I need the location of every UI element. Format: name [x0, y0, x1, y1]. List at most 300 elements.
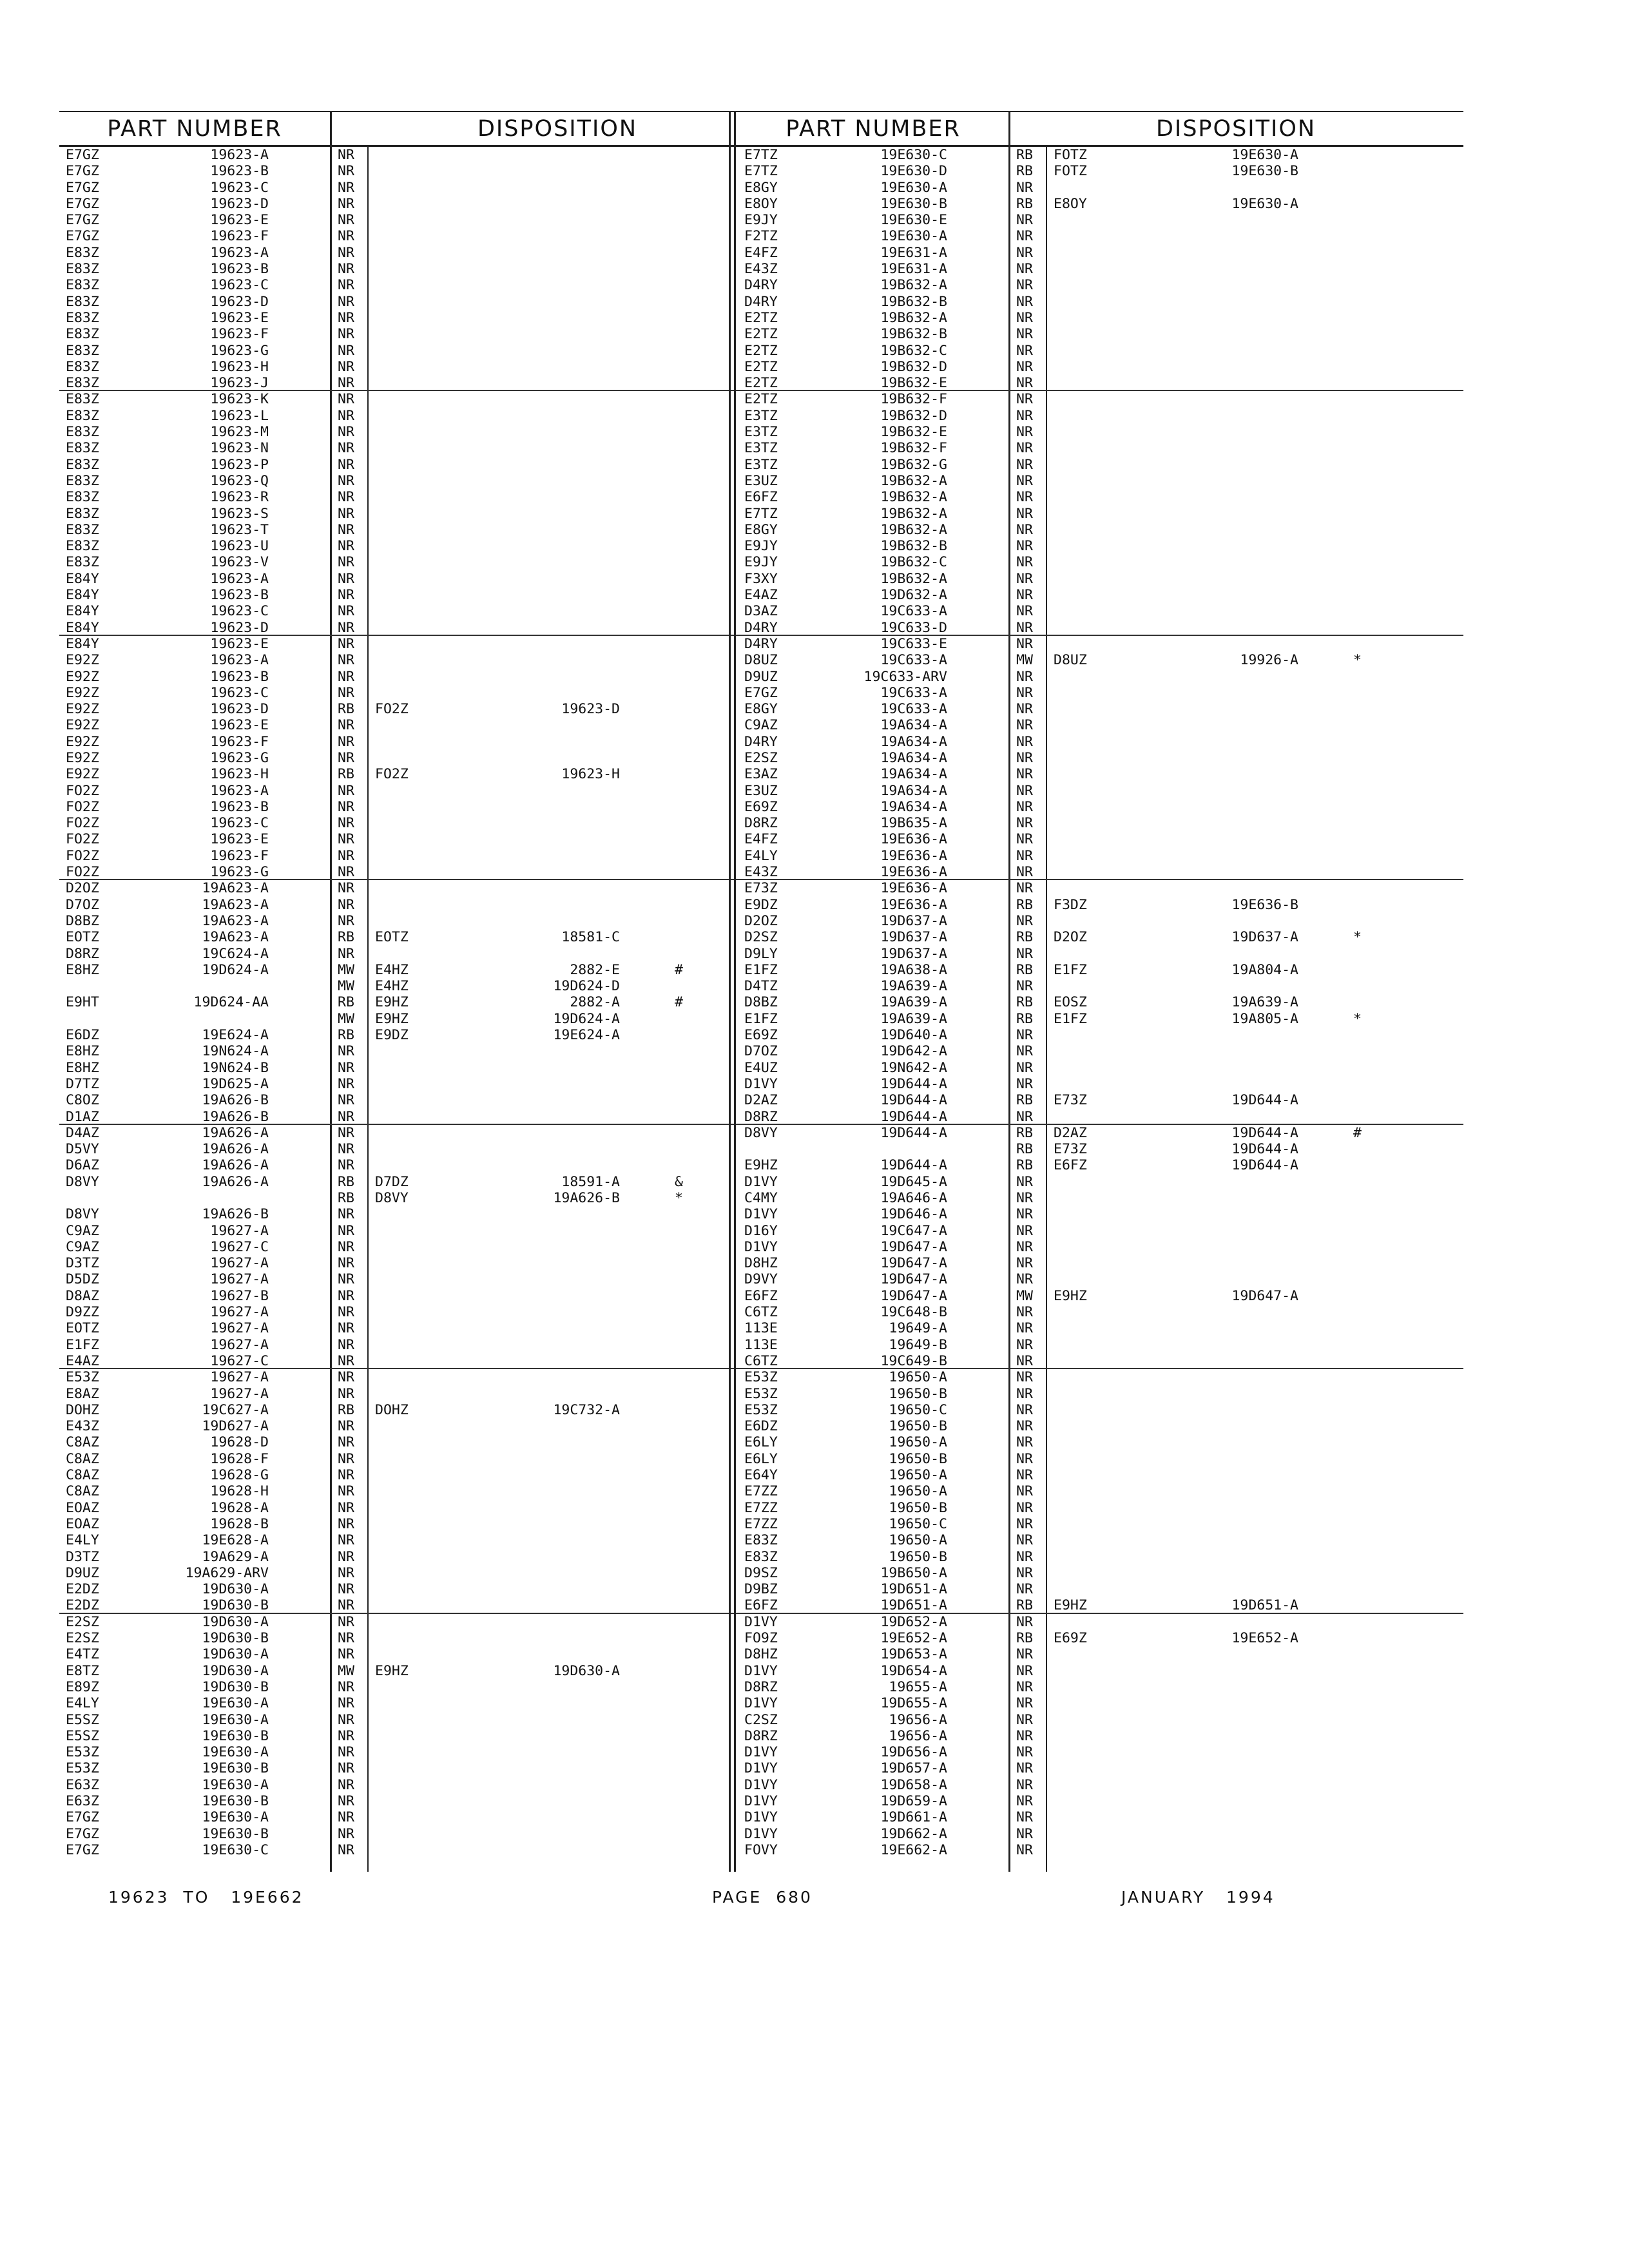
disposition-code: NR	[1016, 538, 1033, 555]
part-number: 19B632-A	[880, 277, 947, 294]
model-code: E64Y	[744, 1467, 778, 1484]
model-code: E1FZ	[744, 1010, 778, 1027]
table-row	[738, 1223, 1463, 1239]
model-code: E6DZ	[744, 1418, 778, 1435]
part-number: 19E630-B	[202, 1760, 269, 1777]
disposition-code: NR	[338, 1711, 354, 1728]
model-code: E7GZ	[66, 179, 99, 196]
table-row	[59, 1337, 785, 1353]
model-code: EOTZ	[66, 1320, 99, 1337]
table-row	[59, 294, 785, 310]
table-row	[59, 408, 785, 424]
disposition-code: NR	[1016, 668, 1033, 685]
disposition-code: NR	[338, 1238, 354, 1255]
replacement-part: 19A626-B	[553, 1190, 620, 1206]
table-row	[738, 506, 1463, 522]
model-code: E3UZ	[744, 472, 778, 489]
model-code: FO2Z	[66, 815, 99, 832]
table-row	[59, 1353, 785, 1369]
part-number: 19623-A	[210, 782, 269, 799]
model-code: E7GZ	[66, 1841, 99, 1858]
part-number: 19A638-A	[880, 961, 947, 978]
disposition-code: NR	[1016, 1173, 1033, 1190]
model-code: D9ZZ	[66, 1304, 99, 1321]
part-number: 19623-G	[210, 342, 269, 359]
disposition-code: NR	[338, 880, 354, 897]
part-number: 19623-C	[210, 603, 269, 620]
table-row	[59, 506, 785, 522]
table-row	[59, 1402, 785, 1418]
table-row	[59, 1597, 785, 1613]
part-number: 19623-E	[210, 309, 269, 326]
disposition-code: RB	[1016, 1010, 1033, 1027]
table-row	[738, 1141, 1463, 1157]
model-code: D9BZ	[744, 1581, 778, 1598]
part-number: 19623-R	[210, 489, 269, 506]
table-row	[738, 1304, 1463, 1320]
disposition-code: NR	[1016, 782, 1033, 799]
disposition-code: NR	[1016, 587, 1033, 604]
disposition-code: RB	[1016, 1630, 1033, 1647]
part-number: 19628-G	[210, 1467, 269, 1484]
table-row	[59, 424, 785, 440]
part-number: 19623-C	[210, 684, 269, 701]
part-number: 19C649-B	[880, 1352, 947, 1369]
part-number: 19E630-C	[202, 1841, 269, 1858]
replacement-part: 19C732-A	[553, 1401, 620, 1418]
replacement-model: E73Z	[1054, 1141, 1087, 1158]
disposition-code: NR	[1016, 1255, 1033, 1272]
disposition-code: NR	[1016, 1825, 1033, 1842]
replacement-part: 19D624-D	[553, 978, 620, 995]
part-number: 19D624-AA	[193, 994, 269, 1011]
model-code: EOAZ	[66, 1499, 99, 1516]
model-code: D9LY	[744, 945, 778, 962]
disposition-code: NR	[338, 668, 354, 685]
disposition-code: NR	[338, 1792, 354, 1809]
model-code: D4AZ	[66, 1124, 99, 1141]
model-code: E7GZ	[744, 684, 778, 701]
disposition-code: NR	[338, 1646, 354, 1663]
replacement-model: D8VY	[375, 1190, 409, 1206]
part-number: 19D647-A	[880, 1238, 947, 1255]
model-code: C6TZ	[744, 1352, 778, 1369]
right-column	[738, 111, 1463, 1872]
model-code: E83Z	[66, 261, 99, 278]
model-code: E83Z	[66, 505, 99, 522]
table-row	[59, 1483, 785, 1499]
part-number: 19627-C	[210, 1352, 269, 1369]
model-code: D16Y	[744, 1222, 778, 1239]
table-row	[738, 473, 1463, 489]
disposition-code: NR	[1016, 1304, 1033, 1321]
replacement-model: DOHZ	[375, 1401, 409, 1418]
disposition-code: NR	[338, 1206, 354, 1223]
disposition-code: NR	[1016, 1075, 1033, 1092]
part-number: 19B635-A	[880, 815, 947, 832]
part-number: 19D630-B	[202, 1630, 269, 1647]
table-row	[59, 1532, 785, 1548]
part-number: 19623-V	[210, 554, 269, 571]
disposition-code: NR	[338, 603, 354, 620]
replacement-model: E1FZ	[1054, 961, 1087, 978]
model-code: D1AZ	[66, 1108, 99, 1125]
table-row	[738, 1125, 1463, 1141]
part-number: 19627-A	[210, 1304, 269, 1321]
disposition-code: NR	[1016, 179, 1033, 196]
table-row	[59, 522, 785, 538]
table-row	[738, 1483, 1463, 1499]
model-code: E3UZ	[744, 782, 778, 799]
disposition-code: NR	[338, 424, 354, 441]
part-number: 19D652-A	[880, 1613, 947, 1630]
table-row	[59, 1092, 785, 1108]
part-number: 19627-A	[210, 1271, 269, 1288]
disposition-code: MW	[338, 978, 354, 995]
note-symbol: *	[1353, 929, 1362, 946]
disposition-code: NR	[1016, 326, 1033, 343]
disposition-code: NR	[1016, 424, 1033, 441]
disposition-code: NR	[338, 1271, 354, 1288]
note-symbol: *	[1353, 1010, 1362, 1027]
disposition-code: RB	[1016, 929, 1033, 946]
table-row	[738, 1011, 1463, 1027]
footer-page: PAGE 680	[712, 1888, 813, 1907]
table-row	[59, 1581, 785, 1597]
table-row	[59, 228, 785, 244]
model-code: FO2Z	[66, 782, 99, 799]
table-row	[738, 1255, 1463, 1271]
disposition-code: NR	[1016, 554, 1033, 571]
model-code: E7GZ	[66, 163, 99, 180]
table-row	[738, 1434, 1463, 1450]
replacement-part: 19D651-A	[1231, 1597, 1298, 1614]
disposition-code: NR	[1016, 1695, 1033, 1712]
part-number: 19623-H	[210, 358, 269, 375]
disposition-code: NR	[1016, 1483, 1033, 1500]
disposition-code: NR	[338, 375, 354, 392]
table-row	[738, 326, 1463, 342]
disposition-code: NR	[338, 309, 354, 326]
table-row	[738, 620, 1463, 636]
disposition-code: NR	[338, 570, 354, 587]
model-code: D1VY	[744, 1825, 778, 1842]
replacement-part: 18591-A	[561, 1173, 620, 1190]
model-code: EOTZ	[66, 929, 99, 946]
model-code: E6FZ	[744, 1287, 778, 1304]
replacement-model: FO2Z	[375, 701, 409, 718]
part-number: 19N624-A	[202, 1043, 269, 1060]
part-number: 19623-F	[210, 228, 269, 245]
table-row	[738, 766, 1463, 782]
part-number: 19B650-A	[880, 1564, 947, 1581]
disposition-code: RB	[338, 929, 354, 946]
replacement-part: 19E636-B	[1231, 896, 1298, 913]
disposition-code: NR	[1016, 472, 1033, 489]
note-symbol: &	[675, 1173, 683, 1190]
table-row	[59, 962, 785, 978]
replacement-part: 2882-E	[570, 961, 620, 978]
model-code: E7TZ	[744, 147, 778, 163]
part-number: 19B632-A	[880, 521, 947, 538]
model-code: E2TZ	[744, 309, 778, 326]
part-number: 19A634-A	[880, 766, 947, 783]
disposition-code: NR	[338, 1597, 354, 1614]
disposition-code: NR	[338, 912, 354, 929]
model-code: E8HZ	[66, 1043, 99, 1060]
replacement-part: 19D624-A	[553, 1010, 620, 1027]
part-number: 19623-S	[210, 505, 269, 522]
model-code: E92Z	[66, 668, 99, 685]
part-number: 19C647-A	[880, 1222, 947, 1239]
model-code: D7OZ	[744, 1043, 778, 1060]
table-row	[738, 1320, 1463, 1336]
table-row	[59, 571, 785, 587]
left-table	[59, 147, 785, 1858]
table-row	[59, 1646, 785, 1662]
disposition-code: NR	[338, 391, 354, 408]
table-row	[59, 1141, 785, 1157]
disposition-code: NR	[1016, 749, 1033, 766]
part-number: 19650-C	[889, 1515, 947, 1532]
model-code: D1VY	[744, 1662, 778, 1679]
model-code: E84Y	[66, 635, 99, 652]
disposition-code: NR	[1016, 391, 1033, 408]
model-code: E43Z	[744, 864, 778, 881]
table-row	[738, 245, 1463, 261]
model-code: D1VY	[744, 1238, 778, 1255]
disposition-code: NR	[338, 472, 354, 489]
disposition-code: NR	[338, 1564, 354, 1581]
table-row	[738, 1043, 1463, 1059]
model-code: E8GY	[744, 701, 778, 718]
disposition-code: NR	[1016, 440, 1033, 457]
table-row	[738, 1565, 1463, 1581]
disposition-code: NR	[338, 1841, 354, 1858]
table-row	[59, 1842, 785, 1858]
table-row	[738, 375, 1463, 391]
model-code: D8VY	[66, 1173, 99, 1190]
part-number: 19E628-A	[202, 1532, 269, 1549]
model-code: E2TZ	[744, 391, 778, 408]
table-row	[59, 1793, 785, 1809]
replacement-part: 18581-C	[561, 929, 620, 946]
table-row	[59, 1239, 785, 1255]
table-row	[738, 913, 1463, 929]
table-row	[738, 1337, 1463, 1353]
disposition-code: RB	[1016, 1141, 1033, 1158]
table-row	[59, 652, 785, 668]
model-code: E2DZ	[66, 1597, 99, 1614]
disposition-code: NR	[1016, 456, 1033, 473]
table-row	[738, 946, 1463, 962]
part-number: 19A639-A	[880, 994, 947, 1011]
table-row	[738, 1076, 1463, 1092]
table-row	[59, 1027, 785, 1043]
model-code: E4LY	[66, 1695, 99, 1712]
model-code: E4FZ	[744, 831, 778, 848]
disposition-code: NR	[338, 896, 354, 913]
model-code: E6FZ	[744, 489, 778, 506]
model-code: D8AZ	[66, 1287, 99, 1304]
part-number: 19A626-B	[202, 1206, 269, 1223]
model-code: E89Z	[66, 1678, 99, 1695]
model-code: D9UZ	[744, 668, 778, 685]
part-number: 19D658-A	[880, 1776, 947, 1793]
replacement-part: 19926-A	[1240, 652, 1298, 669]
disposition-code: NR	[1016, 1776, 1033, 1793]
table-row	[59, 1500, 785, 1516]
disposition-code: NR	[1016, 1450, 1033, 1467]
table-row	[59, 1695, 785, 1711]
disposition-code: NR	[338, 538, 354, 555]
part-number: 19650-B	[889, 1450, 947, 1467]
model-code: E83Z	[66, 326, 99, 343]
table-row	[59, 701, 785, 717]
model-code: E3TZ	[744, 407, 778, 424]
table-row	[59, 1516, 785, 1532]
part-number: 19B632-B	[880, 326, 947, 343]
disposition-code: NR	[338, 1825, 354, 1842]
replacement-part: 19623-H	[561, 766, 620, 783]
table-row	[738, 196, 1463, 212]
table-row	[738, 603, 1463, 619]
disposition-code: NR	[338, 1255, 354, 1272]
part-number: 19E631-A	[880, 244, 947, 261]
part-number: 19623-F	[210, 733, 269, 750]
table-row	[738, 1744, 1463, 1760]
disposition-code: NR	[1016, 1809, 1033, 1826]
part-number: 19650-A	[889, 1483, 947, 1500]
disposition-code: NR	[338, 358, 354, 375]
table-row	[59, 473, 785, 489]
table-row	[59, 1043, 785, 1059]
disposition-code: NR	[338, 864, 354, 881]
table-row	[59, 326, 785, 342]
model-code: E7ZZ	[744, 1483, 778, 1500]
part-number: 19E636-A	[880, 864, 947, 881]
part-number: 19A634-A	[880, 749, 947, 766]
table-row	[59, 1304, 785, 1320]
model-code: D8RZ	[744, 1727, 778, 1744]
table-row	[738, 1597, 1463, 1613]
model-code: C9AZ	[66, 1222, 99, 1239]
part-number: 19623-B	[210, 668, 269, 685]
part-number: 19B632-C	[880, 342, 947, 359]
disposition-code: NR	[338, 440, 354, 457]
model-code: E43Z	[744, 261, 778, 278]
part-number: 19623-H	[210, 766, 269, 783]
disposition-code: NR	[1016, 1564, 1033, 1581]
disposition-code: NR	[1016, 1467, 1033, 1484]
part-number: 19A634-A	[880, 798, 947, 815]
disposition-code: NR	[338, 587, 354, 604]
model-code: D7OZ	[66, 896, 99, 913]
table-row	[738, 277, 1463, 293]
disposition-code: NR	[338, 228, 354, 245]
table-row	[59, 1565, 785, 1581]
part-number: 19A623-A	[202, 880, 269, 897]
disposition-code: RB	[1016, 994, 1033, 1011]
disposition-code: NR	[1016, 831, 1033, 848]
part-number: 19D655-A	[880, 1695, 947, 1712]
part-number: 19628-B	[210, 1515, 269, 1532]
disposition-code: NR	[1016, 342, 1033, 359]
model-code: D1VY	[744, 1173, 778, 1190]
model-code: E9JY	[744, 212, 778, 229]
table-row	[738, 1060, 1463, 1076]
part-number: 19649-A	[889, 1320, 947, 1337]
disposition-code: NR	[338, 1548, 354, 1565]
part-number: 19E636-A	[880, 847, 947, 864]
part-number: 19N624-B	[202, 1059, 269, 1076]
table-row	[59, 783, 785, 799]
model-code: E7ZZ	[744, 1499, 778, 1516]
table-row	[738, 1777, 1463, 1793]
table-row	[59, 180, 785, 196]
part-number: 19E630-E	[880, 212, 947, 229]
disposition-code: NR	[1016, 505, 1033, 522]
part-number: 19650-A	[889, 1369, 947, 1386]
model-code: D2SZ	[744, 929, 778, 946]
model-code: E92Z	[66, 766, 99, 783]
disposition-code: RB	[1016, 1597, 1033, 1614]
table-row	[59, 636, 785, 652]
model-code: D4RY	[744, 733, 778, 750]
model-code: D7TZ	[66, 1075, 99, 1092]
disposition-code: NR	[1016, 978, 1033, 995]
model-code: FO2Z	[66, 864, 99, 881]
disposition-code: MW	[1016, 652, 1033, 669]
part-number: 19B632-B	[880, 293, 947, 310]
part-number: 19623-L	[210, 407, 269, 424]
table-row	[738, 1402, 1463, 1418]
disposition-code: NR	[338, 1108, 354, 1125]
model-code: E83Z	[66, 407, 99, 424]
part-number: 19E630-A	[202, 1695, 269, 1712]
table-row	[738, 538, 1463, 554]
part-number: 19B632-A	[880, 472, 947, 489]
table-row	[738, 1614, 1463, 1630]
replacement-part: 19D644-A	[1231, 1157, 1298, 1174]
part-number: 19623-G	[210, 864, 269, 881]
part-number: 19623-E	[210, 212, 269, 229]
replacement-model: FOTZ	[1054, 147, 1087, 163]
model-code: D8UZ	[744, 652, 778, 669]
disposition-code: NR	[338, 212, 354, 229]
disposition-code: NR	[1016, 1238, 1033, 1255]
model-code: E83Z	[66, 293, 99, 310]
model-code: FO9Z	[744, 1630, 778, 1647]
model-code: D8RZ	[744, 1108, 778, 1125]
table-row	[59, 880, 785, 896]
disposition-code: NR	[1016, 635, 1033, 652]
table-row	[59, 1174, 785, 1190]
part-number: 19A626-A	[202, 1141, 269, 1158]
table-row	[738, 163, 1463, 179]
table-row	[59, 831, 785, 847]
model-code: E7GZ	[66, 1809, 99, 1826]
replacement-part: 19E630-B	[1231, 163, 1298, 180]
disposition-code: RB	[1016, 163, 1033, 180]
disposition-code: RB	[338, 766, 354, 783]
table-row	[59, 1630, 785, 1646]
part-number: 19C633-E	[880, 635, 947, 652]
replacement-model: D7DZ	[375, 1173, 409, 1190]
model-code: E84Y	[66, 603, 99, 620]
model-code: E83Z	[66, 358, 99, 375]
table-row	[738, 424, 1463, 440]
